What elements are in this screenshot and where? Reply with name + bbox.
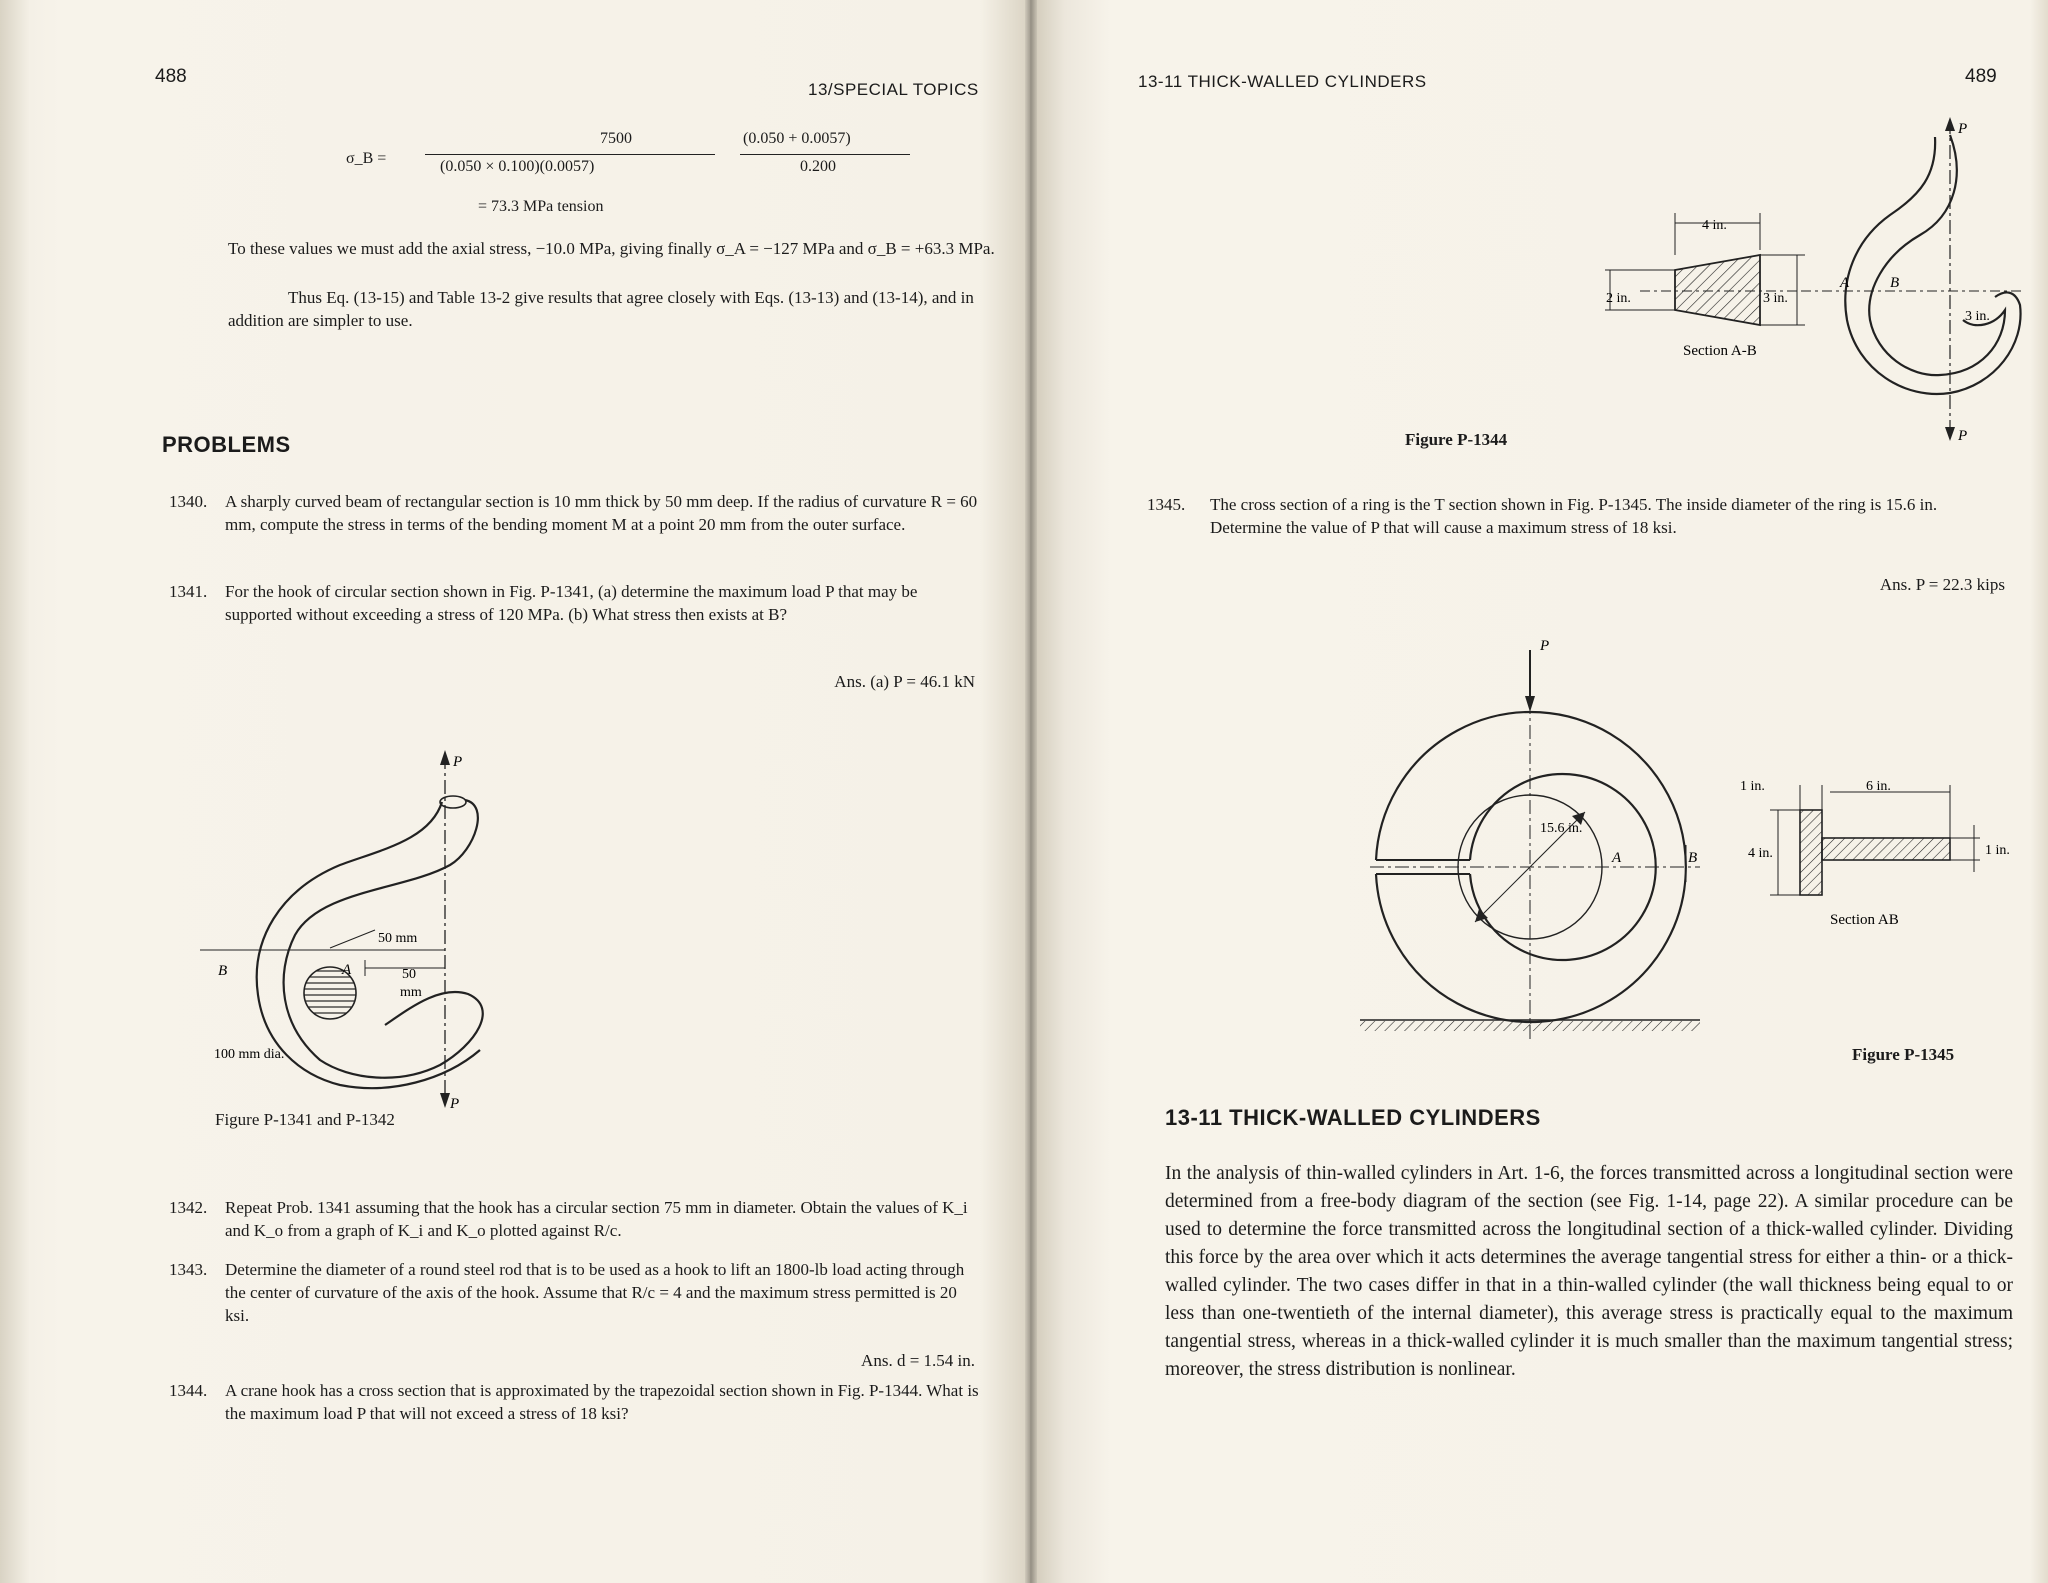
running-head-left: 13/SPECIAL TOPICS xyxy=(808,80,979,99)
load-arrow-bottom xyxy=(1945,427,1955,441)
eq-denominator-2: 0.200 xyxy=(800,158,836,175)
problem-1342 xyxy=(169,1196,983,1242)
eq-fraction-bar-2 xyxy=(740,154,910,155)
label-b: B xyxy=(1688,850,1698,866)
problem-1343 xyxy=(169,1258,983,1327)
problem-text: A sharply curved beam of rectangular section is 10 mm thick by 50 mm deep. If the radius of curvature R = 60 mm, compute the stress in terms of the bending moment M at a point 20 mm from the outer surface. xyxy=(225,492,978,534)
label-p-top: P xyxy=(453,754,463,770)
eq-numerator-2: (0.050 + 0.0057) xyxy=(743,130,851,147)
problem-number: 1345. xyxy=(1147,495,1186,514)
label-b: B xyxy=(218,963,228,979)
label-left-dim: 2 in. xyxy=(1606,291,1631,306)
page-number-left: 488 xyxy=(155,66,187,87)
answer-1343: Ans. d = 1.54 in. xyxy=(861,1351,975,1370)
hook-outer-edge xyxy=(1869,135,2005,375)
trapezoidal-section xyxy=(1675,255,1760,325)
paragraph-1: To these values we must add the axial stress, −10.0 MPa, giving finally σ_A = −127 MPa and σ_B = +63.3 MPa. xyxy=(228,239,995,258)
label-p: P xyxy=(1540,638,1550,654)
figure-caption-1345: Figure P-1345 xyxy=(1852,1045,1955,1064)
section-heading: 13-11 THICK-WALLED CYLINDERS xyxy=(1165,1105,1541,1130)
problem-text: For the hook of circular section shown in Fig. P-1341, (a) determine the maximum load P that may be supported without exceeding a stress of 120 MPa. (b) What stress then exists at B? xyxy=(225,582,918,624)
problem-1340 xyxy=(169,490,983,536)
load-arrow-top xyxy=(440,750,450,765)
problems-heading: PROBLEMS xyxy=(162,432,291,457)
radius-dimension-line xyxy=(330,930,375,948)
shank-end xyxy=(440,796,466,808)
problem-number: 1344. xyxy=(169,1381,208,1400)
label-a: A xyxy=(1612,850,1622,866)
right-page xyxy=(1030,0,2048,1583)
label-p-top: P xyxy=(1958,121,1968,137)
figure-caption-1344: Figure P-1344 xyxy=(1405,430,1508,449)
label-right-dim: 3 in. xyxy=(1763,291,1788,306)
problem-text: Determine the diameter of a round steel rod that is to be used as a hook to lift an 1800-lb load acting through the center of curvature of the axis of the hook. Assume that R/c = 4 and the maximum stress permitted is 20 ksi. xyxy=(225,1260,965,1325)
crane-hook-figure-1344 xyxy=(1565,115,2025,455)
label-radius: 3 in. xyxy=(1965,309,1990,324)
answer-1341: Ans. (a) P = 46.1 kN xyxy=(834,672,975,691)
label-p-bottom: P xyxy=(1958,428,1968,444)
eq-lhs: σ_B = xyxy=(346,150,387,167)
ground-hatch xyxy=(1360,1021,1700,1031)
page-number-right: 489 xyxy=(1965,66,1997,87)
load-arrow-top xyxy=(1945,117,1955,131)
label-1in-top: 1 in. xyxy=(1740,779,1765,794)
label-p-bottom: P xyxy=(450,1096,460,1112)
label-1in-right: 1 in. xyxy=(1985,843,2010,858)
t-section-flange xyxy=(1822,838,1950,860)
t-section-web xyxy=(1800,810,1822,895)
paragraph-2: Thus Eq. (13-15) and Table 13-2 give results that agree closely with Eqs. (13-13) and (13-14), and in addition are simpler to use. xyxy=(228,288,974,330)
problem-number: 1340. xyxy=(169,492,208,511)
section-label-1345: Section AB xyxy=(1830,912,1899,928)
problem-text: The cross section of a ring is the T section shown in Fig. P-1345. The inside diameter of the ring is 15.6 in. Determine the value of P that will cause a maximum stress of 18 ksi. xyxy=(1210,495,1938,537)
ring-figure-1345 xyxy=(1330,620,2030,1040)
label-a: A xyxy=(1840,275,1850,291)
answer-1345: Ans. P = 22.3 kips xyxy=(1879,575,2005,594)
problem-1341 xyxy=(169,580,983,626)
problem-1344 xyxy=(169,1379,983,1425)
load-arrow-head xyxy=(1525,696,1535,712)
problem-1345 xyxy=(1147,493,2006,539)
label-b: B xyxy=(1890,275,1900,291)
eq-fraction-bar-1 xyxy=(425,154,715,155)
load-arrow-bottom xyxy=(440,1093,450,1108)
figure-caption-1341: Figure P-1341 and P-1342 xyxy=(215,1110,395,1129)
eq-denominator-1: (0.050 × 0.100)(0.0057) xyxy=(440,158,595,175)
problem-number: 1342. xyxy=(169,1198,208,1217)
section-label-1344: Section A-B xyxy=(1683,343,1757,359)
eq-result: = 73.3 MPa tension xyxy=(478,198,604,215)
hook-inner-edge xyxy=(1845,137,2020,394)
section-body: In the analysis of thin-walled cylinders in Art. 1-6, the forces transmitted across a longitudinal section were determined from a free-body diagram of the section (see Fig. 1-14, page 22). A similar procedure can be used to determine the force transmitted across the longitudinal section of a thick-walled cylinder. Dividing this force by the area over which it acts determines the average tangential stress for either a thin- or a thick-walled cylinder. The two cases differ in that in a thin-walled cylinder (the wall thickness being equal to or less than one-twentieth of the internal diameter), this average stress is practically equal to the maximum tangential stress, whereas in a thick-walled cylinder it is much smaller than the maximum tangential stress; moreover, the stress distribution is nonlinear. xyxy=(1165,1163,2013,1380)
problem-number: 1343. xyxy=(169,1260,208,1279)
problem-text: Repeat Prob. 1341 assuming that the hook has a circular section 75 mm in diameter. Obtain the values of K_i and K_o from a graph of K_i and K_o plotted against R/c. xyxy=(225,1198,968,1240)
label-dim1: 50 mm xyxy=(378,931,418,946)
label-top-dim: 4 in. xyxy=(1702,218,1727,233)
label-a: A xyxy=(342,962,352,978)
book-gutter xyxy=(1025,0,1037,1583)
label-dim2: 50 xyxy=(402,967,416,982)
label-dim2-unit: mm xyxy=(400,985,422,1000)
label-4in: 4 in. xyxy=(1748,846,1773,861)
hook-figure-1341 xyxy=(190,740,520,1120)
label-diameter: 15.6 in. xyxy=(1540,821,1583,836)
label-6in: 6 in. xyxy=(1866,779,1891,794)
problem-number: 1341. xyxy=(169,582,208,601)
problem-text: A crane hook has a cross section that is approximated by the trapezoidal section shown in Fig. P-1344. What is the maximum load P that will not exceed a stress of 18 ksi? xyxy=(225,1381,979,1423)
label-diameter: 100 mm dia. xyxy=(214,1047,285,1062)
running-head-right: 13-11 THICK-WALLED CYLINDERS xyxy=(1138,72,1427,91)
eq-numerator-1: 7500 xyxy=(600,130,632,147)
